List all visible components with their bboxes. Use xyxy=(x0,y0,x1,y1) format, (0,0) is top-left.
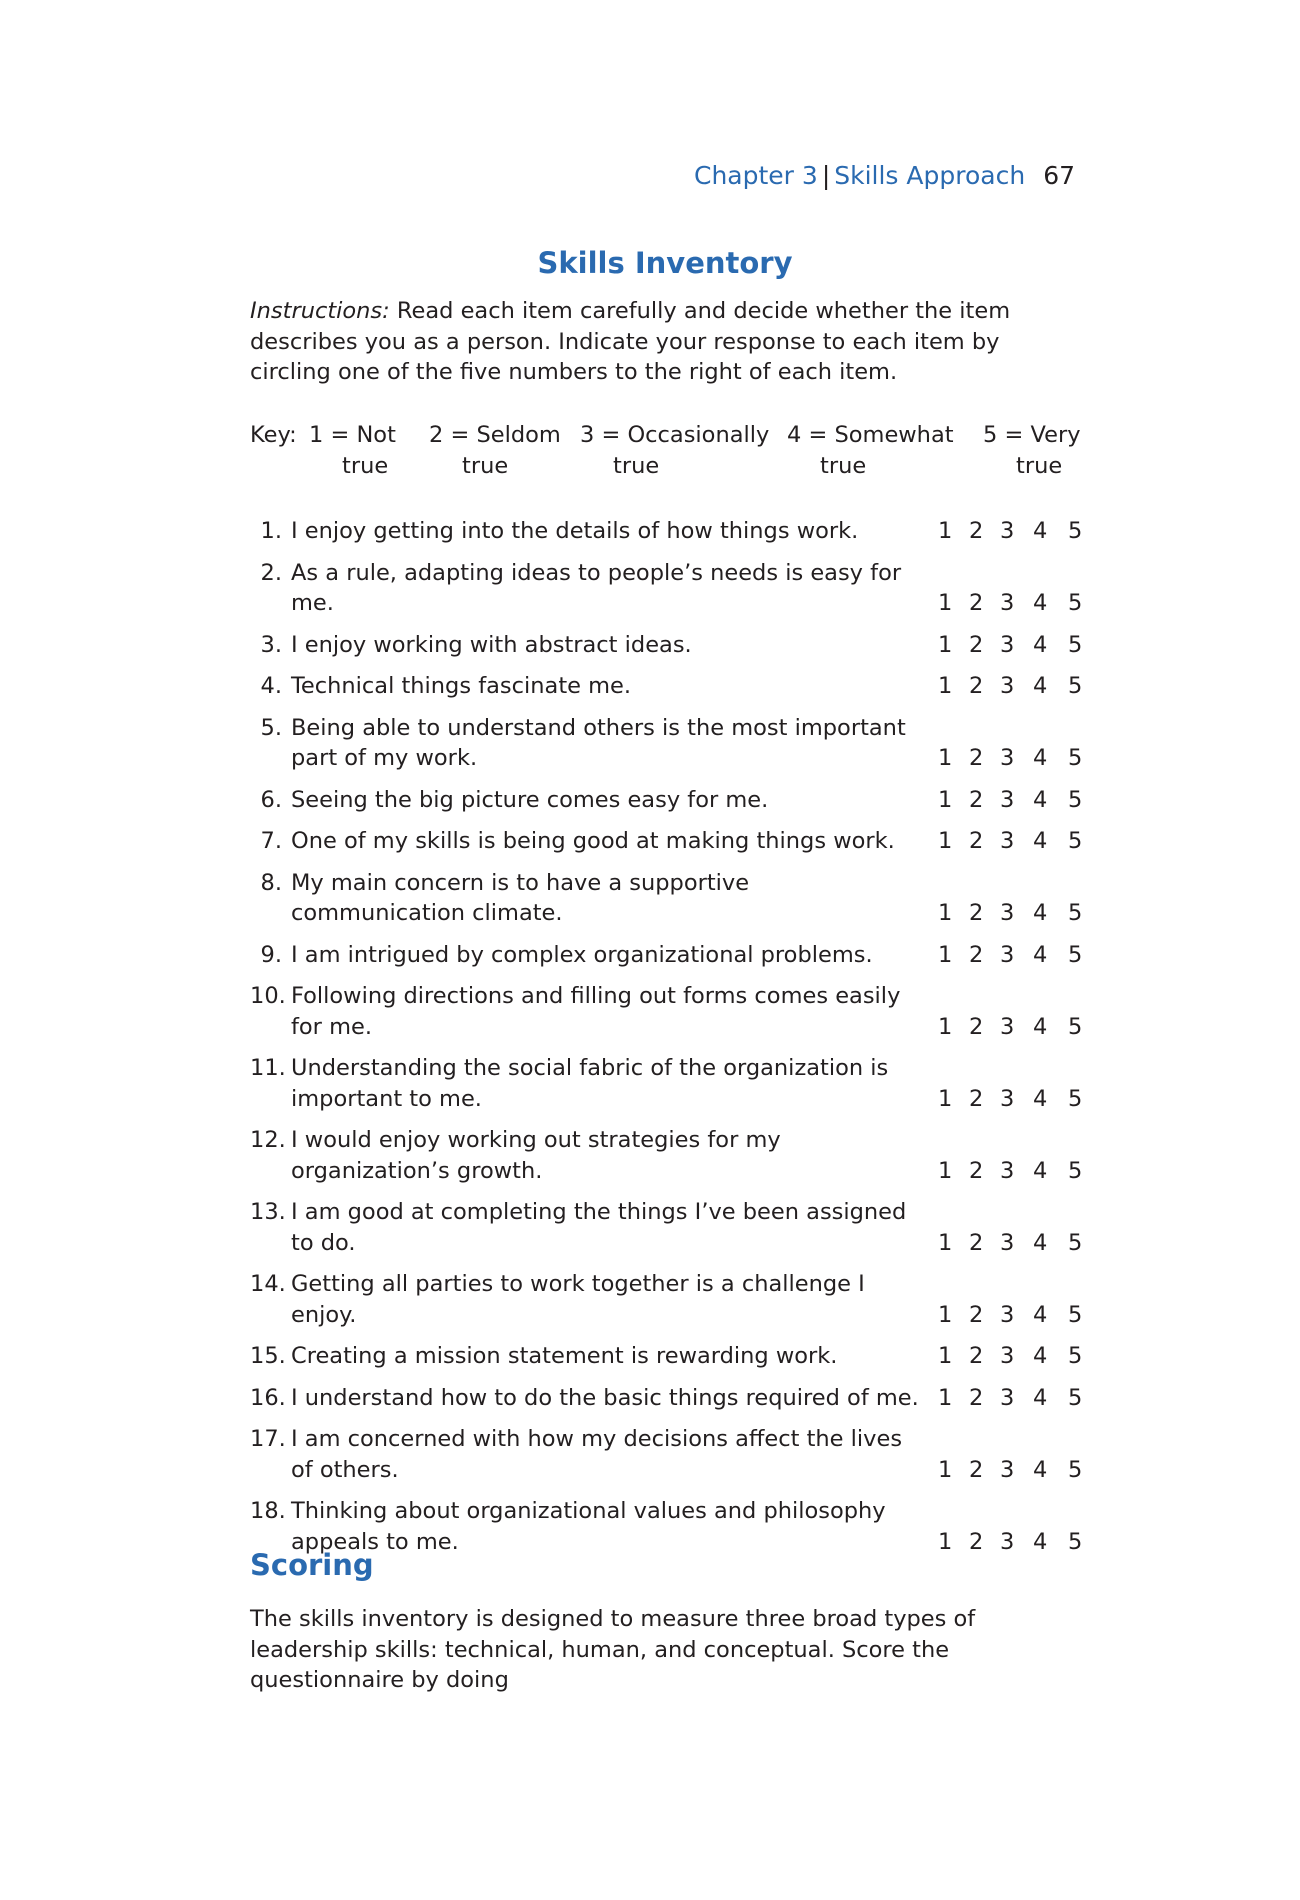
rating-scale xyxy=(938,940,1083,971)
item-number: 8. xyxy=(260,869,282,896)
rating-option[interactable]: 2 xyxy=(969,941,984,968)
rating-option[interactable]: 5 xyxy=(1068,1456,1083,1483)
item-text: I understand how to do the basic things required of me. xyxy=(291,1384,919,1411)
rating-option[interactable]: 4 xyxy=(1033,941,1048,968)
rating-option[interactable]: 4 xyxy=(1033,1343,1048,1369)
rating-option[interactable]: 5 xyxy=(1068,1085,1083,1112)
rating-option[interactable]: 5 xyxy=(1068,1528,1083,1555)
rating-option[interactable]: 3 xyxy=(1000,900,1015,926)
rating-option[interactable]: 4 xyxy=(1033,1013,1048,1040)
item-text: Getting all parties to work together is a challenge I enjoy. xyxy=(291,1271,865,1328)
rating-option[interactable]: 2 xyxy=(969,745,984,771)
rating-scale xyxy=(938,671,1083,702)
instructions xyxy=(250,296,1080,388)
item-text: I enjoy getting into the details of how things work. xyxy=(291,518,859,544)
rating-option[interactable]: 5 xyxy=(1068,941,1083,968)
item-number: 7. xyxy=(260,828,282,854)
rating-scale xyxy=(938,898,1083,929)
rating-option[interactable]: 3 xyxy=(1000,1456,1015,1483)
rating-option[interactable]: 1 xyxy=(938,900,953,926)
page-title: Skills Inventory xyxy=(537,246,793,280)
running-head xyxy=(694,160,1075,192)
rating-option[interactable]: 2 xyxy=(969,1343,984,1369)
rating-scale xyxy=(938,1300,1083,1331)
rating-option[interactable]: 3 xyxy=(1000,673,1015,699)
item-text: Following directions and filling out forms comes easily for me. xyxy=(291,983,901,1040)
rating-option[interactable]: 2 xyxy=(969,1301,984,1328)
inventory-item xyxy=(250,1269,1083,1330)
rating-scale xyxy=(938,1527,1083,1558)
rating-option[interactable]: 3 xyxy=(1000,786,1015,813)
rating-option[interactable]: 5 xyxy=(1068,1013,1083,1040)
rating-option[interactable]: 4 xyxy=(1033,1301,1048,1328)
rating-option[interactable]: 5 xyxy=(1068,1157,1083,1184)
key-item-1 xyxy=(309,420,396,481)
rating-option[interactable]: 5 xyxy=(1068,1343,1083,1369)
rating-option[interactable]: 5 xyxy=(1068,673,1083,699)
rating-option[interactable]: 1 xyxy=(938,673,953,699)
rating-option[interactable]: 4 xyxy=(1033,745,1048,771)
separator-bar: | xyxy=(821,161,831,190)
rating-scale xyxy=(938,1012,1083,1043)
item-text: I would enjoy working out strategies for my organization’s growth. xyxy=(291,1127,781,1184)
item-text: Thinking about organizational values and philosophy appeals to me. xyxy=(291,1498,886,1555)
rating-option[interactable]: 2 xyxy=(969,1157,984,1184)
rating-option[interactable]: 1 xyxy=(938,745,953,771)
key-item-meaning: true xyxy=(613,452,660,479)
rating-option[interactable]: 3 xyxy=(1000,1229,1015,1256)
rating-scale xyxy=(938,743,1083,774)
rating-scale xyxy=(938,516,1083,547)
rating-option[interactable]: 4 xyxy=(1033,1229,1048,1256)
rating-option[interactable]: 4 xyxy=(1033,590,1048,616)
key-item-value: 5 = Very xyxy=(983,422,1081,448)
rating-option[interactable]: 5 xyxy=(1068,1301,1083,1328)
inventory-item xyxy=(250,1125,1083,1186)
inventory-item xyxy=(250,713,1083,774)
item-number: 5. xyxy=(260,714,282,741)
rating-option[interactable]: 3 xyxy=(1000,1157,1015,1184)
rating-option[interactable]: 5 xyxy=(1068,590,1083,616)
rating-option[interactable]: 3 xyxy=(1000,1384,1015,1411)
item-number: 1. xyxy=(260,518,282,544)
rating-option[interactable]: 3 xyxy=(1000,941,1015,968)
rating-option[interactable]: 2 xyxy=(969,828,984,854)
rating-scale xyxy=(938,1084,1083,1115)
rating-option[interactable]: 1 xyxy=(938,590,953,616)
scoring-text: The skills inventory is designed to measure three broad types of leadership skills: technical, human, and conceptual. Score the questionnaire by doing xyxy=(250,1606,976,1693)
inventory-item xyxy=(250,1341,1083,1372)
rating-option[interactable]: 2 xyxy=(969,1013,984,1040)
rating-option[interactable]: 5 xyxy=(1068,745,1083,771)
item-text: I am intrigued by complex organizational problems. xyxy=(291,941,873,968)
rating-option[interactable]: 3 xyxy=(1000,518,1015,544)
rating-option[interactable]: 1 xyxy=(938,631,953,658)
rating-option[interactable]: 1 xyxy=(938,1528,953,1555)
section-label: Skills Approach xyxy=(834,161,1026,190)
rating-option[interactable]: 4 xyxy=(1033,518,1048,544)
rating-option[interactable]: 2 xyxy=(969,1085,984,1112)
rating-option[interactable]: 5 xyxy=(1068,631,1083,658)
rating-option[interactable]: 3 xyxy=(1000,1343,1015,1369)
inventory-item xyxy=(250,1053,1083,1114)
item-number: 10. xyxy=(250,983,286,1009)
item-text: I enjoy working with abstract ideas. xyxy=(291,631,692,658)
item-number: 2. xyxy=(260,559,282,586)
item-number: 3. xyxy=(260,631,282,658)
rating-option[interactable]: 4 xyxy=(1033,1384,1048,1411)
item-number: 11. xyxy=(250,1055,286,1081)
rating-scale xyxy=(938,1455,1083,1486)
rating-option[interactable]: 2 xyxy=(969,900,984,926)
item-number: 12. xyxy=(250,1127,286,1153)
key-item-value: 3 = Occasionally xyxy=(580,422,770,448)
item-text: One of my skills is being good at making things work. xyxy=(291,828,895,854)
chapter-label: Chapter 3 xyxy=(694,161,818,190)
rating-option[interactable]: 1 xyxy=(938,1013,953,1040)
rating-option[interactable]: 3 xyxy=(1000,1085,1015,1112)
rating-option[interactable]: 1 xyxy=(938,1384,953,1411)
rating-option[interactable]: 3 xyxy=(1000,1528,1015,1555)
rating-option[interactable]: 1 xyxy=(938,1085,953,1112)
inventory-item xyxy=(250,1424,1083,1485)
rating-scale xyxy=(938,1341,1083,1372)
rating-option[interactable]: 1 xyxy=(938,1343,953,1369)
rating-option[interactable]: 2 xyxy=(969,1229,984,1256)
rating-option[interactable]: 5 xyxy=(1068,1384,1083,1411)
inventory-item xyxy=(250,516,1083,547)
rating-option[interactable]: 2 xyxy=(969,1528,984,1555)
item-text: My main concern is to have a supportive communication climate. xyxy=(291,869,750,926)
inventory-item xyxy=(250,868,1083,929)
rating-option[interactable]: 5 xyxy=(1068,786,1083,813)
key-item-3 xyxy=(580,420,769,481)
item-text: As a rule, adapting ideas to people’s needs is easy for me. xyxy=(291,559,902,616)
key-item-4 xyxy=(787,420,954,481)
rating-option[interactable]: 5 xyxy=(1068,828,1083,854)
item-number: 15. xyxy=(250,1343,286,1369)
rating-option[interactable]: 3 xyxy=(1000,828,1015,854)
rating-option[interactable]: 2 xyxy=(969,590,984,616)
rating-scale xyxy=(938,588,1083,619)
rating-option[interactable]: 3 xyxy=(1000,1013,1015,1040)
rating-option[interactable]: 4 xyxy=(1033,1157,1048,1184)
rating-option[interactable]: 5 xyxy=(1068,1229,1083,1256)
item-number: 16. xyxy=(250,1384,286,1411)
inventory-item xyxy=(250,785,1083,816)
key-item-value: 1 = Not xyxy=(309,422,396,448)
key-item-value: 2 = Seldom xyxy=(429,422,561,448)
inventory-item xyxy=(250,671,1083,702)
rating-option[interactable]: 2 xyxy=(969,1384,984,1411)
item-number: 4. xyxy=(260,673,282,699)
key-item-meaning: true xyxy=(462,452,509,479)
inventory-item xyxy=(250,826,1083,857)
rating-option[interactable]: 1 xyxy=(938,1456,953,1483)
rating-option[interactable]: 5 xyxy=(1068,900,1083,926)
instructions-lead: Instructions: xyxy=(250,298,390,324)
inventory-item xyxy=(250,1383,1083,1414)
rating-option[interactable]: 1 xyxy=(938,941,953,968)
page-number: 67 xyxy=(1043,161,1075,190)
rating-option[interactable]: 5 xyxy=(1068,518,1083,544)
inventory-item xyxy=(250,558,1083,619)
item-number: 14. xyxy=(250,1271,286,1297)
rating-option[interactable]: 4 xyxy=(1033,786,1048,813)
item-text: Creating a mission statement is rewarding work. xyxy=(291,1343,838,1369)
rating-option[interactable]: 2 xyxy=(969,673,984,699)
key-item-2 xyxy=(429,420,561,481)
rating-option[interactable]: 1 xyxy=(938,1157,953,1184)
rating-option[interactable]: 3 xyxy=(1000,745,1015,771)
scoring-heading: Scoring xyxy=(250,1548,374,1582)
rating-scale xyxy=(938,1383,1083,1414)
rating-option[interactable]: 2 xyxy=(969,518,984,544)
rating-option[interactable]: 1 xyxy=(938,518,953,544)
item-number: 6. xyxy=(260,786,282,813)
rating-scale xyxy=(938,630,1083,661)
rating-option[interactable]: 4 xyxy=(1033,631,1048,658)
item-text: Technical things fascinate me. xyxy=(291,673,632,699)
item-number: 18. xyxy=(250,1498,286,1524)
key-item-5 xyxy=(983,420,1081,481)
key-item-meaning: true xyxy=(1016,452,1063,479)
response-key xyxy=(250,420,1080,482)
rating-option[interactable]: 1 xyxy=(938,1301,953,1328)
key-item-meaning: true xyxy=(342,452,389,479)
key-item-value: 4 = Somewhat xyxy=(787,422,954,448)
inventory-item xyxy=(250,1496,1083,1557)
item-text: Understanding the social fabric of the organization is important to me. xyxy=(291,1055,889,1112)
item-text: I am good at completing the things I’ve been assigned to do. xyxy=(291,1199,907,1256)
rating-option[interactable]: 3 xyxy=(1000,590,1015,616)
rating-option[interactable]: 4 xyxy=(1033,1456,1048,1483)
inventory-item xyxy=(250,1197,1083,1258)
rating-option[interactable]: 2 xyxy=(969,631,984,658)
item-text: Seeing the big picture comes easy for me. xyxy=(291,786,769,813)
item-number: 9. xyxy=(260,941,282,968)
rating-option[interactable]: 4 xyxy=(1033,673,1048,699)
key-item-meaning: true xyxy=(820,452,867,479)
rating-scale xyxy=(938,1156,1083,1187)
inventory-item xyxy=(250,981,1083,1042)
rating-scale xyxy=(938,1228,1083,1259)
rating-option[interactable]: 4 xyxy=(1033,1528,1048,1555)
instructions-text: Read each item carefully and decide whether the item describes you as a person. Indicate your response to each item by circling one of the five numbers to the right of each item. xyxy=(250,298,1011,385)
rating-option[interactable]: 4 xyxy=(1033,1085,1048,1112)
item-text: Being able to understand others is the most important part of my work. xyxy=(291,714,906,771)
rating-option[interactable]: 1 xyxy=(938,1229,953,1256)
item-text: I am concerned with how my decisions affect the lives of others. xyxy=(291,1426,903,1483)
rating-option[interactable]: 4 xyxy=(1033,828,1048,854)
rating-option[interactable]: 2 xyxy=(969,786,984,813)
rating-option[interactable]: 2 xyxy=(969,1456,984,1483)
rating-option[interactable]: 3 xyxy=(1000,631,1015,658)
rating-scale xyxy=(938,826,1083,857)
rating-option[interactable]: 3 xyxy=(1000,1301,1015,1328)
inventory-items xyxy=(250,516,1083,1568)
inventory-item xyxy=(250,630,1083,661)
rating-option[interactable]: 1 xyxy=(938,828,953,854)
inventory-item xyxy=(250,940,1083,971)
rating-option[interactable]: 1 xyxy=(938,786,953,813)
item-number: 13. xyxy=(250,1199,286,1225)
item-number: 17. xyxy=(250,1426,286,1452)
rating-scale xyxy=(938,785,1083,816)
key-label: Key: xyxy=(250,422,297,448)
rating-option[interactable]: 4 xyxy=(1033,900,1048,926)
